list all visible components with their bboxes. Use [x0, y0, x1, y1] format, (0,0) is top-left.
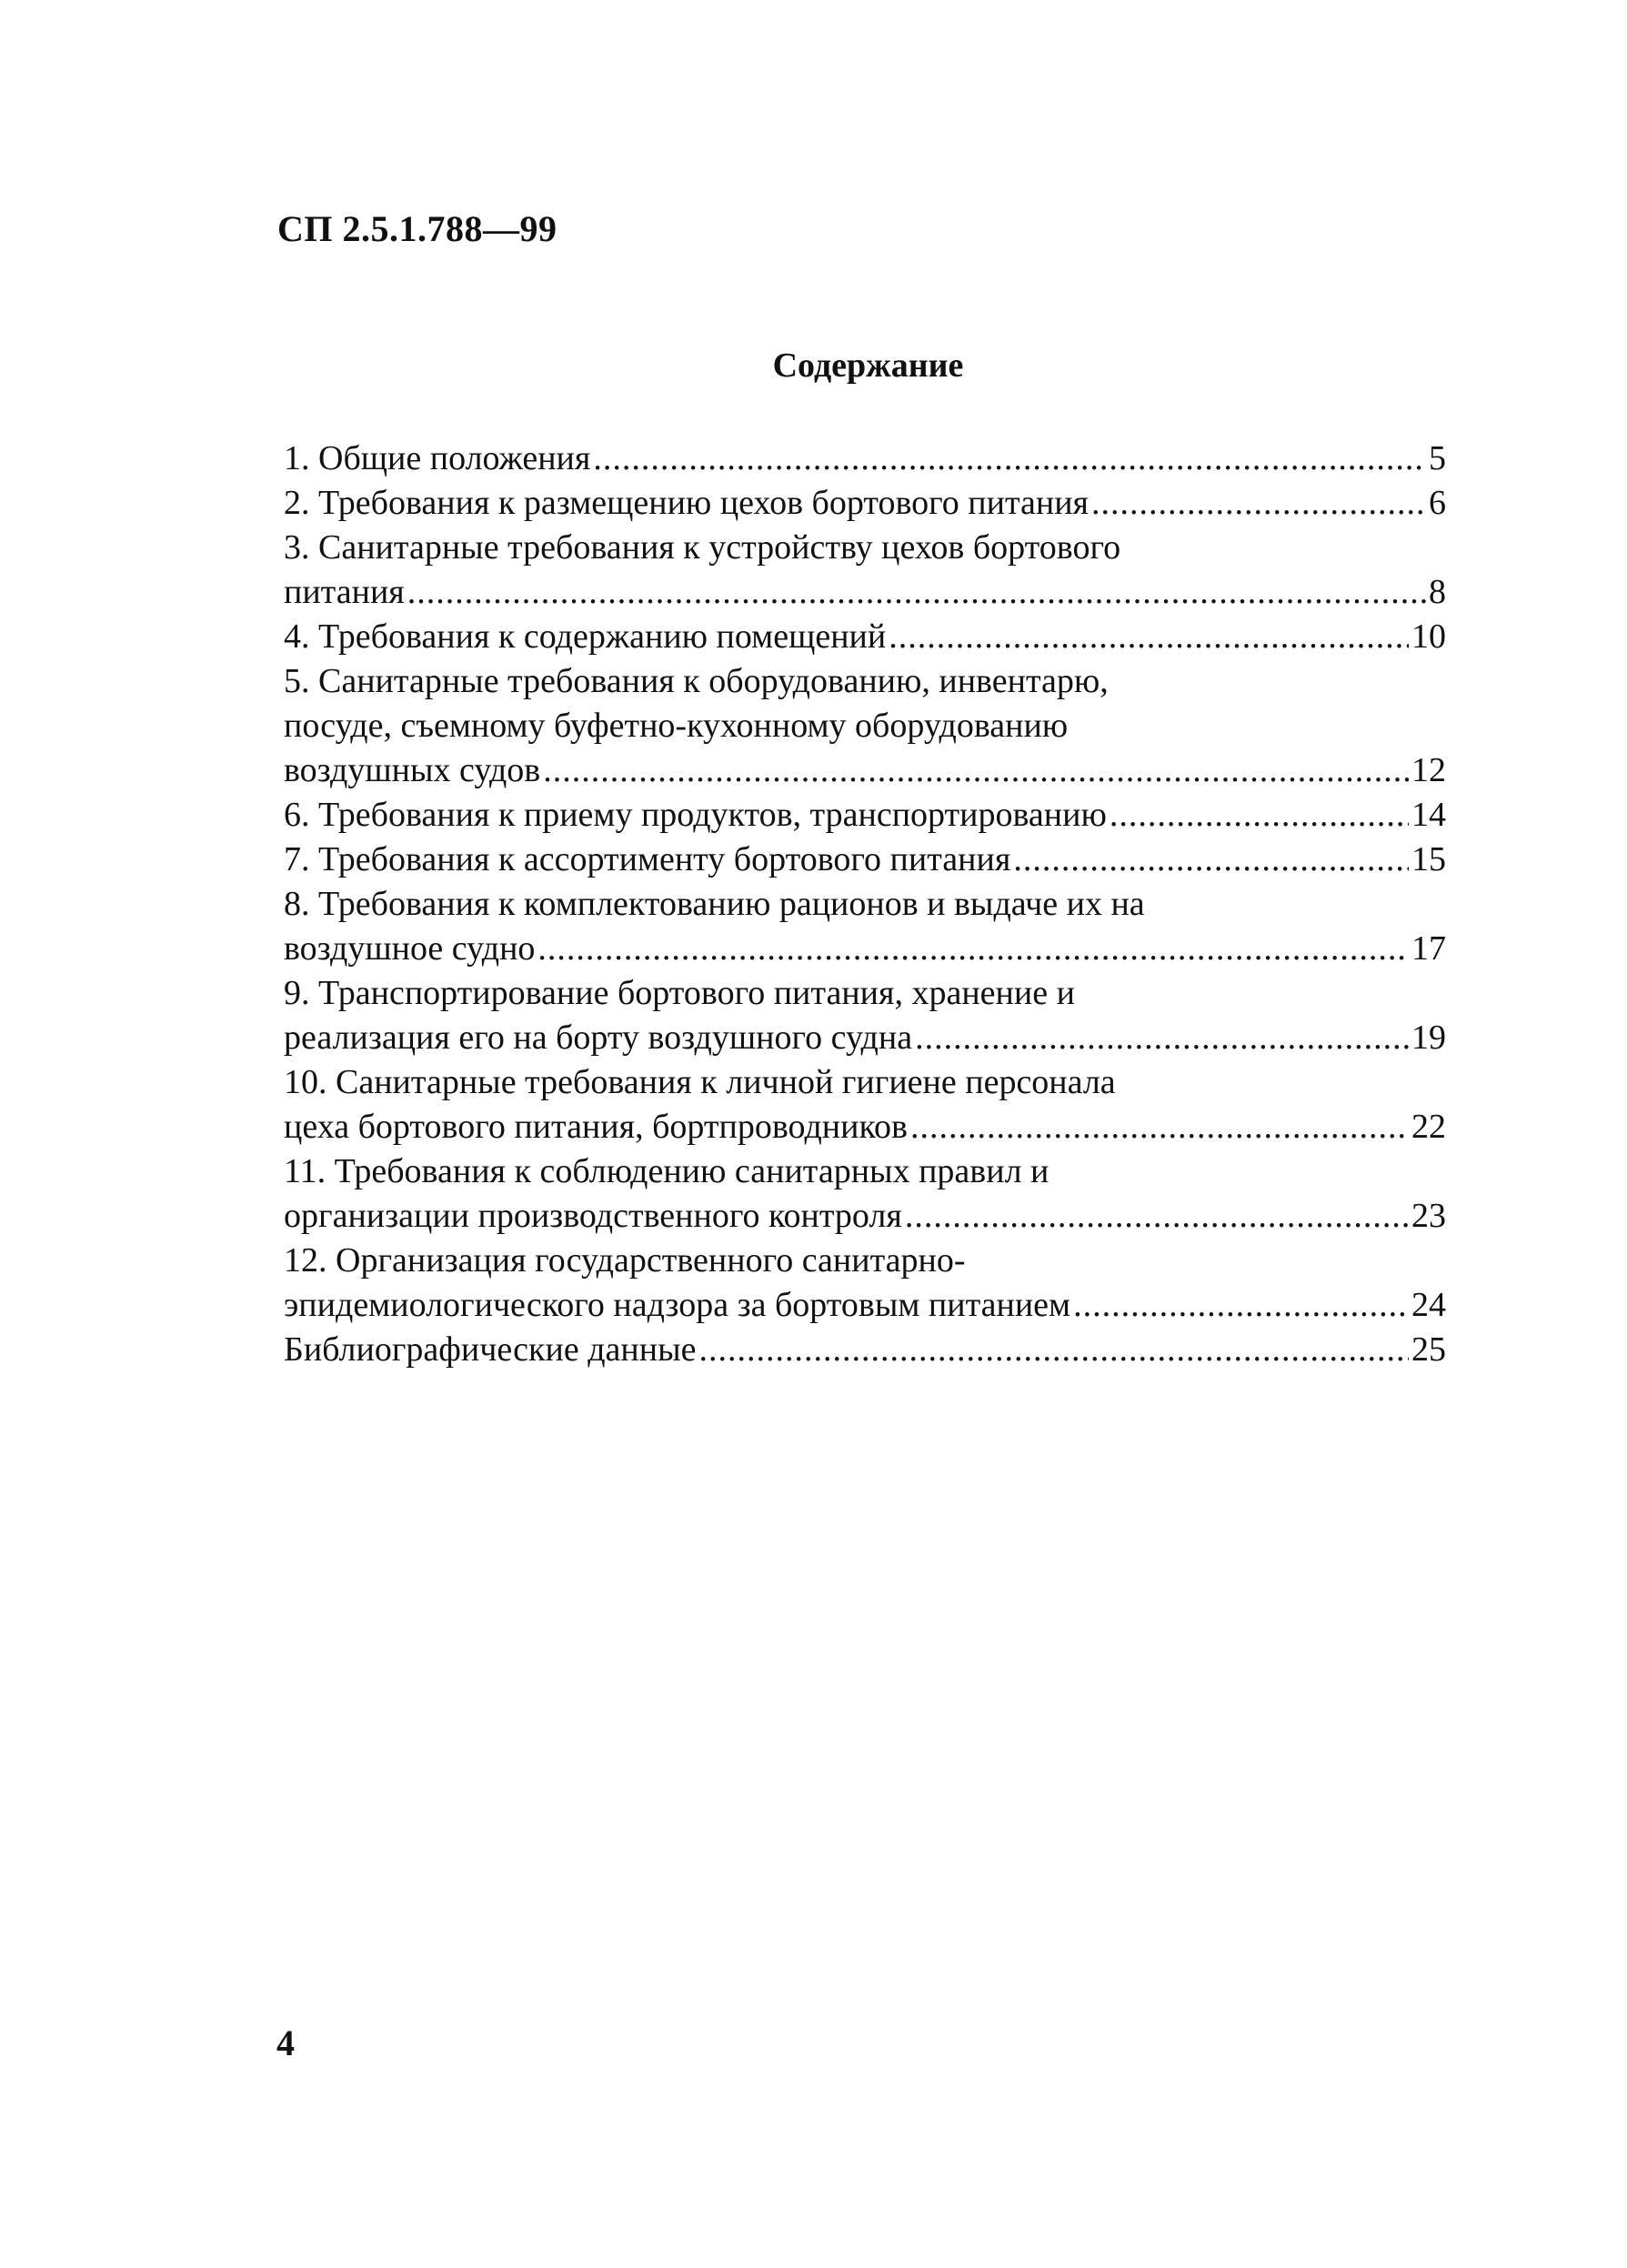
- toc-entry: [284, 882, 1446, 971]
- toc-page-number: 23: [1411, 1197, 1446, 1235]
- toc-entry-row: [284, 748, 1446, 793]
- dot-leader: [593, 437, 1426, 481]
- toc-entry-row: [284, 437, 1446, 481]
- dot-leader: [915, 1016, 1409, 1060]
- toc-page-number: 24: [1411, 1286, 1446, 1324]
- toc-entry: [284, 1149, 1446, 1239]
- toc-entry-text: 3. Санитарные требования к устройству цехов бортового: [284, 528, 1121, 567]
- toc-entry-row: [284, 481, 1446, 526]
- toc-entry-row: [284, 1105, 1446, 1149]
- toc-entry-row: [284, 615, 1446, 659]
- table-of-contents: [284, 437, 1446, 1372]
- dot-leader: [910, 1105, 1409, 1149]
- toc-entry-text: 2. Требования к размещению цехов бортового питания: [284, 484, 1090, 522]
- dot-leader: [905, 1194, 1409, 1239]
- toc-entry-text: 6. Требования к приему продуктов, транспортированию: [284, 796, 1107, 834]
- document-code: СП 2.5.1.788—99: [277, 208, 557, 249]
- toc-entry: [284, 526, 1446, 615]
- toc-entry-text: цеха бортового питания, бортпроводников: [284, 1108, 908, 1146]
- toc-entry-text: питания: [284, 573, 405, 611]
- toc-entry-text: 8. Требования к комплектованию рационов и выдаче их на: [284, 885, 1145, 923]
- dot-leader: [1013, 838, 1409, 882]
- toc-entry-row: [284, 1016, 1446, 1060]
- toc-entry-text: воздушное судно: [284, 929, 536, 968]
- toc-entry: [284, 615, 1446, 659]
- toc-page-number: 19: [1411, 1019, 1446, 1057]
- toc-entry: [284, 1328, 1446, 1372]
- toc-entry-text: 11. Требования к соблюдению санитарных правил и: [284, 1152, 1050, 1190]
- toc-entry-text: 1. Общие положения: [284, 439, 591, 477]
- dot-leader: [1073, 1283, 1409, 1328]
- toc-entry-text: эпидемиологического надзора за бортовым питанием: [284, 1286, 1071, 1324]
- toc-entry-row: [284, 1328, 1446, 1372]
- toc-entry-text: 4. Требования к содержанию помещений: [284, 617, 887, 656]
- toc-page-number: 17: [1411, 929, 1446, 968]
- toc-page-number: 14: [1411, 796, 1446, 834]
- toc-page-number: 22: [1411, 1108, 1446, 1146]
- toc-entry-row: [284, 1194, 1446, 1239]
- toc-entry-row: [284, 838, 1446, 882]
- toc-entry: [284, 971, 1446, 1060]
- toc-entry: [284, 481, 1446, 526]
- toc-title: Содержание: [772, 346, 964, 385]
- page-number: 4: [276, 2022, 295, 2063]
- toc-entry: [284, 659, 1446, 793]
- toc-entry: [284, 437, 1446, 481]
- toc-page-number: 25: [1411, 1330, 1446, 1369]
- toc-entry-row: [284, 1283, 1446, 1328]
- toc-entry-text: 9. Транспортирование бортового питания, хранение и: [284, 974, 1075, 1012]
- dot-leader: [889, 615, 1409, 659]
- toc-page-number: 6: [1429, 484, 1446, 522]
- dot-leader: [1110, 793, 1409, 838]
- toc-entry: [284, 793, 1446, 838]
- dot-leader: [698, 1328, 1409, 1372]
- dot-leader: [1091, 481, 1426, 526]
- toc-entry-row: [284, 927, 1446, 971]
- toc-page-number: 15: [1411, 840, 1446, 878]
- toc-entry-text: 10. Санитарные требования к личной гигиене персонала: [284, 1063, 1116, 1101]
- toc-entry-row: [284, 793, 1446, 838]
- toc-entry-text: 5. Санитарные требования к оборудованию, инвентарю,: [284, 662, 1109, 700]
- toc-entry-text: реализация его на борту воздушного судна: [284, 1019, 913, 1057]
- toc-entry: [284, 1239, 1446, 1328]
- toc-entry: [284, 1060, 1446, 1149]
- toc-entry-text: воздушных судов: [284, 751, 541, 789]
- dot-leader: [537, 927, 1409, 971]
- toc-entry-text: 7. Требования к ассортименту бортового питания: [284, 840, 1011, 878]
- toc-page-number: 12: [1411, 751, 1446, 789]
- toc-entry-text: 12. Организация государственного санитарно-: [284, 1241, 966, 1280]
- toc-entry-text: посуде, съемному буфетно-кухонному оборудованию: [284, 707, 1069, 745]
- toc-entry: [284, 838, 1446, 882]
- toc-page-number: 10: [1411, 617, 1446, 656]
- toc-entry-text: Библиографические данные: [284, 1330, 697, 1369]
- dot-leader: [543, 748, 1409, 793]
- toc-entry-text: организации производственного контроля: [284, 1197, 902, 1235]
- dot-leader: [407, 570, 1426, 615]
- toc-page-number: 8: [1429, 573, 1446, 611]
- toc-page-number: 5: [1429, 439, 1446, 477]
- toc-entry-row: [284, 570, 1446, 615]
